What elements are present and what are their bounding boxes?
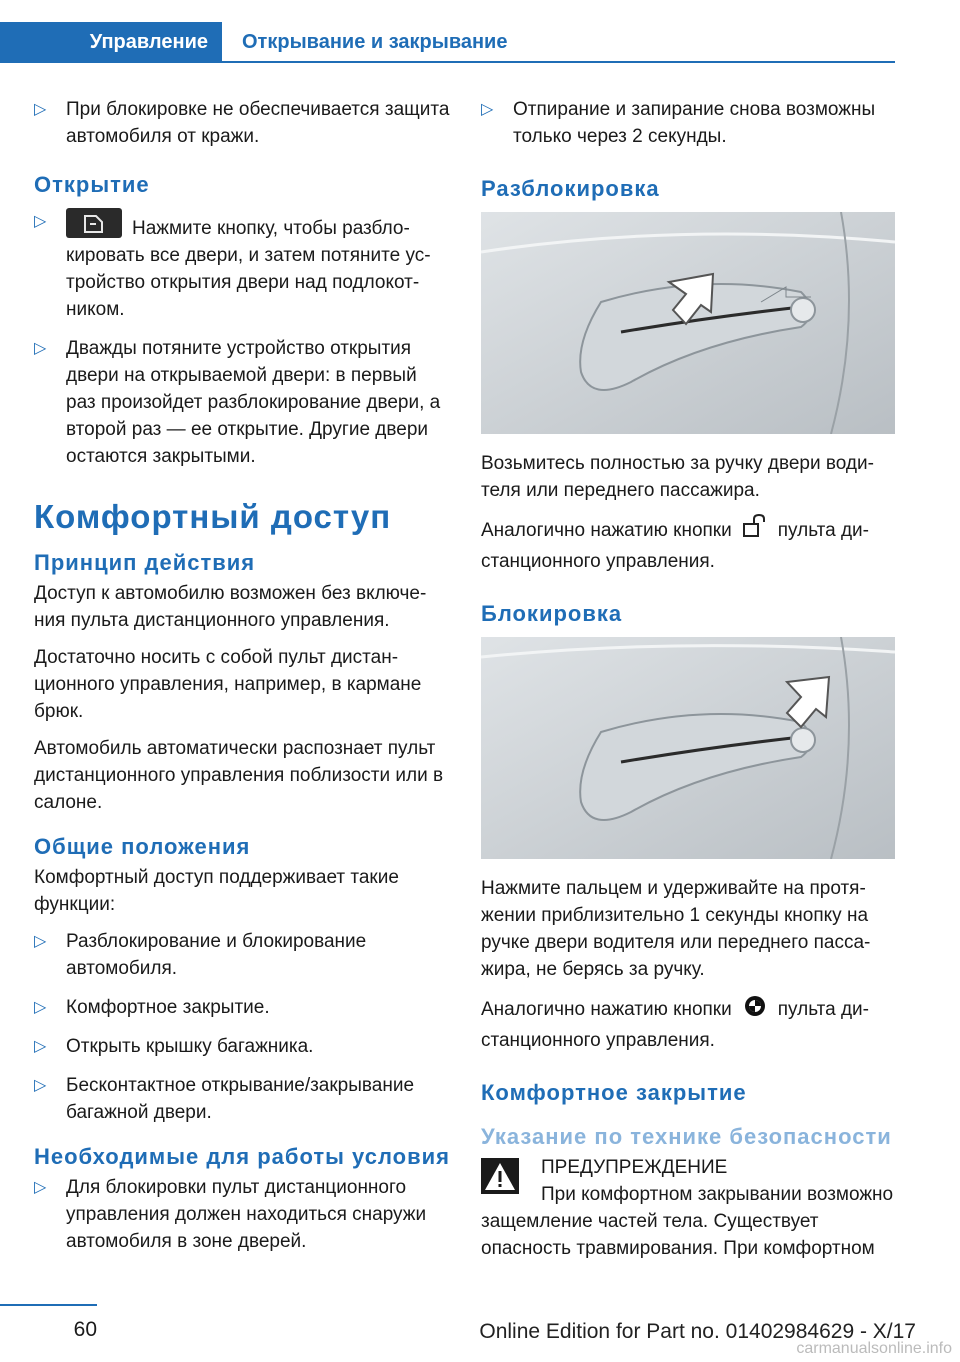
- bullet-no-theft-protection: ▷ При блокировке не обеспечивается защита автомобиля от кражи.: [34, 96, 450, 150]
- bullet-open-twice: ▷ Дважды потяните устройство открытия двери на открываемой двери: в первый раз произойдет разблокирование двери, а второй раз — ее открытие. Другие двери остаются закрытыми.: [34, 335, 450, 470]
- heading-conditions: Необходимые для работы условия: [34, 1144, 450, 1169]
- edition-info: Online Edition for Part no. 01402984629 - X/17: [479, 1320, 916, 1343]
- bullet-conditions: ▷ Для блокировки пульт дистанционного управления должен находиться снаружи автомобиля в зоне дверей.: [34, 1174, 450, 1255]
- warning-block: [481, 1154, 895, 1262]
- bullet-triangle-icon: ▷: [34, 1077, 47, 1094]
- paragraph-unlock-2: Аналогично нажатию кнопки пульта дистанционного управления.: [481, 514, 895, 575]
- heading-lock: Блокировка: [481, 601, 623, 626]
- door-handle-lock-photo: [481, 637, 895, 859]
- bullet-triangle-icon: ▷: [34, 101, 47, 118]
- bullet-open-unlock: ▷ Нажмите кнопку, чтобы разблокировать все двери, и затем потяните устройство открытия двери над подлокотником.: [34, 208, 450, 323]
- page-number: 60: [73, 1318, 97, 1341]
- bullet-triangle-icon: ▷: [34, 340, 47, 357]
- paragraph-principle-3: Автомобиль автоматически распознает пульт дистанционного управления поблизости или в салоне.: [34, 738, 444, 813]
- left-column: [34, 96, 450, 1267]
- warning-triangle-icon: [481, 1158, 519, 1194]
- bullet-triangle-icon: ▷: [34, 933, 47, 950]
- right-column: [481, 96, 895, 1262]
- paragraph-principle-1: Доступ к автомобилю возможен без включения пульта дистанционного управления.: [34, 583, 427, 631]
- paragraph-unlock-1: Возьмитесь полностью за ручку двери водителя или переднего пассажира.: [481, 453, 874, 501]
- bullet-general-4: ▷ Бесконтактное открывание/закрывание багажной двери.: [34, 1072, 450, 1126]
- bullet-triangle-icon: ▷: [34, 999, 47, 1016]
- heading-comfort-access: Комфортный доступ: [34, 498, 392, 535]
- door-handle-unlock-photo: [481, 212, 895, 434]
- watermark: carmanualsonline.info: [796, 1340, 952, 1357]
- paragraph-lock-2: Аналогично нажатию кнопки пульта дистанционного управления.: [481, 993, 895, 1054]
- paragraph-general: Комфортный доступ поддерживает такие функции:: [34, 867, 399, 915]
- warning-text: При комфортном закрывании возможно защемление частей тела. Существует опасность травмирования. При комфортном: [481, 1184, 894, 1259]
- door-unlock-button-icon: [66, 208, 122, 238]
- bullet-general-3: ▷ Открыть крышку багажника.: [34, 1033, 450, 1060]
- bullet-triangle-icon: ▷: [481, 101, 494, 118]
- page-header: [0, 0, 960, 66]
- heading-safety-note: Указание по технике безопасности: [481, 1124, 892, 1149]
- section-tab-opening-closing: Открывание и закрывание: [242, 31, 508, 53]
- warning-title: ПРЕДУПРЕЖДЕНИЕ: [541, 1157, 728, 1178]
- heading-opening: Открытие: [34, 172, 150, 197]
- bullet-general-2: ▷ Комфортное закрытие.: [34, 994, 450, 1021]
- footer-rule: [0, 1304, 97, 1306]
- heading-comfort-close: Комфортное закрытие: [481, 1080, 747, 1105]
- header-rule: [0, 61, 895, 63]
- bullet-general-1: ▷ Разблокирование и блокирование автомобиля.: [34, 928, 450, 982]
- heading-principle: Принцип действия: [34, 550, 256, 575]
- bullet-unlock-delay: ▷ Отпирание и запирание снова возможны только через 2 секунды.: [481, 96, 895, 150]
- heading-unlock: Разблокировка: [481, 176, 660, 201]
- section-tab-controls: Управление: [0, 22, 222, 62]
- bullet-triangle-icon: ▷: [34, 1179, 47, 1196]
- paragraph-principle-2: Достаточно носить с собой пульт дистанционного управления, например, в кармане брюк.: [34, 647, 422, 722]
- bullet-triangle-icon: ▷: [34, 1038, 47, 1055]
- heading-general: Общие положения: [34, 834, 251, 859]
- bullet-triangle-icon: ▷: [34, 213, 47, 230]
- paragraph-lock-1: Нажмите пальцем и удерживайте на протяжении приблизительно 1 секунды кнопку на ручке двери водителя или переднего пассажира, не берясь за ручку.: [481, 878, 871, 980]
- unlock-key-icon: [740, 514, 770, 548]
- bmw-logo-icon: [740, 993, 770, 1027]
